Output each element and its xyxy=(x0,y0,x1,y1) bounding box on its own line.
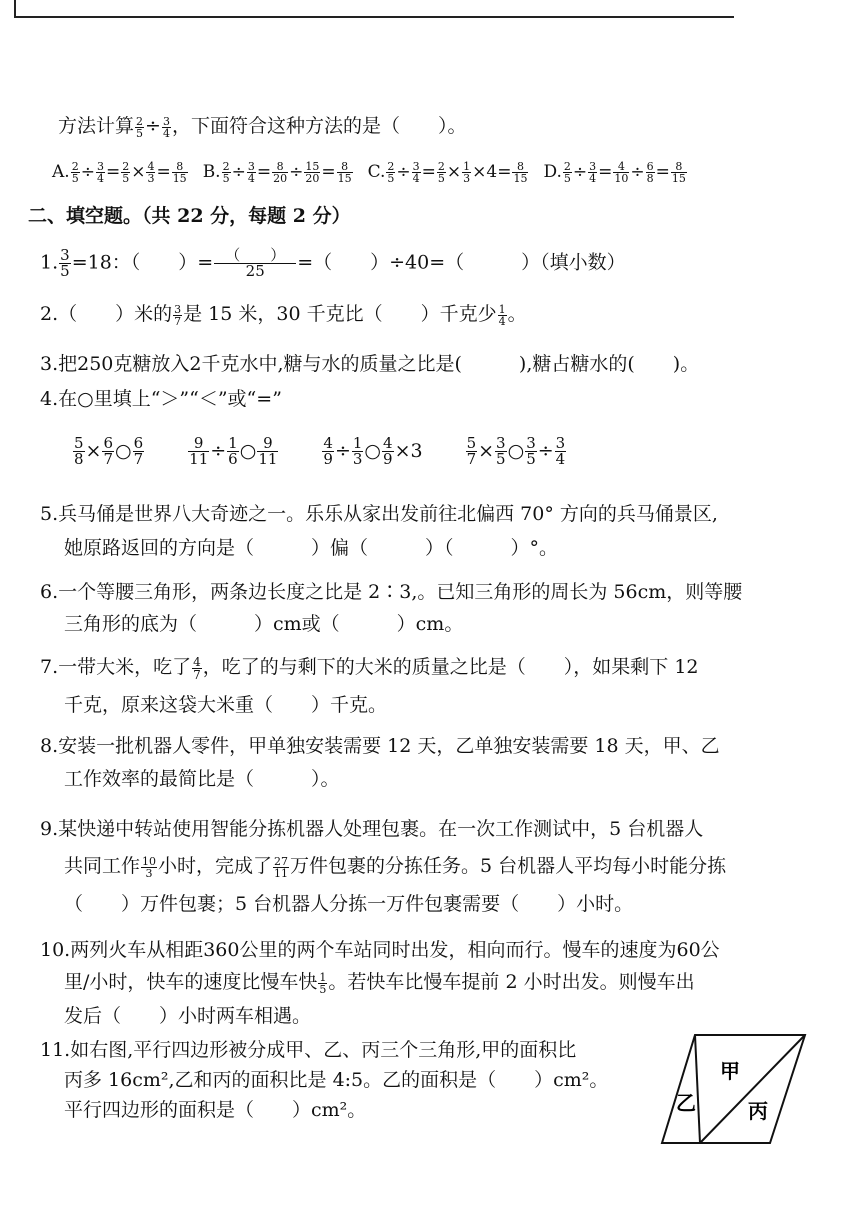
option-b xyxy=(202,160,354,185)
fraction: $\frac{8}{20}$ xyxy=(273,160,288,185)
question-1 xyxy=(40,248,626,279)
operator: × xyxy=(478,439,495,462)
comparison-circle[interactable]: ○ xyxy=(239,439,257,462)
parallelogram-figure xyxy=(660,1030,810,1148)
operator: ÷ xyxy=(80,162,95,182)
operator: = xyxy=(321,162,336,182)
question-number: 1. xyxy=(40,251,59,274)
question-7-line-2: 千克，原来这袋大米重（ ）千克。 xyxy=(64,694,388,716)
fraction: $\frac{3}{4}$ xyxy=(247,160,255,185)
question-7-line-1 xyxy=(40,655,699,681)
comparison-circle[interactable]: ○ xyxy=(364,439,382,462)
operator: ×4= xyxy=(472,162,512,182)
comparison-expression xyxy=(72,434,145,468)
operator: = xyxy=(655,162,670,182)
operator: = xyxy=(256,162,272,182)
fraction: $\frac{10}{3}$ xyxy=(142,854,157,880)
fraction: $\frac{9}{11}$ xyxy=(258,434,278,468)
operator: ÷ xyxy=(630,162,645,182)
question-8-line-1: 8.安装一批机器人零件，甲单独安装需要 12 天，乙单独安装需要 18 天，甲、乙 xyxy=(40,735,720,757)
fraction: $\frac{5}{8}$ xyxy=(74,434,84,468)
fraction: $\frac{2}{5}$ xyxy=(387,160,395,185)
fraction: $\frac{2}{5}$ xyxy=(437,160,445,185)
operator: ÷ xyxy=(572,162,588,182)
fraction: $\frac{3}{5}$ xyxy=(526,434,536,468)
label-bing: 丙 xyxy=(748,1099,768,1123)
fraction: $\frac{3}{5}$ xyxy=(496,434,506,468)
comparison-expression xyxy=(465,434,568,468)
intro-line xyxy=(58,114,466,139)
fraction: $\frac{1}{4}$ xyxy=(498,302,506,328)
fraction: $\frac{3}{4}$ xyxy=(589,160,597,185)
question-text: 是 15 米，30 千克比（ ）千克少 xyxy=(183,303,497,325)
question-text: 。 xyxy=(507,303,527,325)
fraction: $\frac{2}{5}$ xyxy=(71,160,79,185)
option-label: D. xyxy=(543,162,562,182)
operator: = xyxy=(105,162,121,182)
comparison-circle[interactable]: ○ xyxy=(507,439,525,462)
fraction: $\frac{3}{4}$ xyxy=(96,160,104,185)
question-text: 小时，完成了 xyxy=(158,855,273,877)
fraction: $\frac{2}{5}$ xyxy=(222,160,230,185)
operator: ÷ xyxy=(145,115,161,137)
question-text: 里/小时，快车的速度比慢车快 xyxy=(64,971,318,993)
label-yi: 乙 xyxy=(676,1091,696,1115)
option-c xyxy=(367,160,530,185)
comparison-row xyxy=(72,436,609,467)
question-5-line-2: 她原路返回的方向是（ ）偏（ ）（ ）°。 xyxy=(64,537,559,559)
fraction: $\frac{1}{3}$ xyxy=(463,160,471,185)
question-10-line-2 xyxy=(64,970,695,995)
option-label: B. xyxy=(202,162,221,182)
operator: ÷ xyxy=(289,162,304,182)
question-text: 7.一带大米，吃了 xyxy=(40,656,192,678)
operator: ÷ xyxy=(537,439,554,462)
fraction: $\frac{8}{15}$ xyxy=(337,160,352,185)
fraction: $\frac{1}{3}$ xyxy=(352,434,363,468)
option-a xyxy=(52,160,189,185)
fraction: $\frac{3}{4}$ xyxy=(412,160,420,185)
question-2 xyxy=(40,302,527,327)
parallelogram-outline xyxy=(662,1035,805,1143)
operator: = xyxy=(598,162,613,182)
fraction: $\frac{1}{6}$ xyxy=(228,434,238,468)
fraction: $\frac{2}{5}$ xyxy=(563,160,571,185)
question-9-line-3: （ ）万件包裹；5 台机器人分拣一万件包裹需要（ ）小时。 xyxy=(64,893,634,915)
intro-text: ，下面符合这种方法的是（ ）。 xyxy=(171,115,467,137)
fraction: $\frac{6}{8}$ xyxy=(646,160,654,185)
question-6-line-1: 6.一个等腰三角形，两条边长度之比是 2∶3,。已知三角形的周长为 56cm，则等腰 xyxy=(40,581,743,603)
option-d xyxy=(543,160,687,185)
question-9-line-1: 9.某快递中转站使用智能分拣机器人处理包裹。在一次工作测试中，5 台机器人 xyxy=(40,818,704,840)
fraction: $\frac{8}{15}$ xyxy=(513,160,528,185)
question-5-line-1: 5.兵马俑是世界八大奇迹之一。乐乐从家出发前往北偏西 70° 方向的兵马俑景区, xyxy=(40,503,718,525)
label-jia: 甲 xyxy=(720,1059,740,1083)
fraction: $\frac{8}{15}$ xyxy=(172,160,187,185)
fraction: $\frac{9}{11}$ xyxy=(189,434,209,468)
question-6-line-2: 三角形的底为（ ）cm或（ ）cm。 xyxy=(64,613,464,635)
operator: ÷ xyxy=(231,162,246,182)
fraction: $\frac{2}{5}$ xyxy=(122,160,130,185)
option-label: C. xyxy=(367,162,386,182)
fraction: $\frac{3}{4}$ xyxy=(162,114,170,140)
question-9-line-2 xyxy=(64,854,726,879)
divider-line xyxy=(695,1035,700,1143)
question-text: 万件包裹的分拣任务。5 台机器人平均每小时能分拣 xyxy=(290,855,727,877)
operator: ÷ xyxy=(210,439,227,462)
fraction: $\frac{15}{20}$ xyxy=(305,160,320,185)
fraction: $\frac{3}{7}$ xyxy=(174,302,182,328)
question-text: 。若快车比慢车提前 2 小时出发。则慢车出 xyxy=(328,971,695,993)
fraction: $\frac{1}{5}$ xyxy=(319,970,327,996)
question-text: =（ ）÷40=（ ）（填小数） xyxy=(297,251,626,274)
question-11-line-1: 11.如右图,平行四边形被分成甲、乙、丙三个三角形,甲的面积比 xyxy=(40,1039,577,1061)
question-10-line-3: 发后（ ）小时两车相遇。 xyxy=(64,1005,312,1027)
question-3: 3.把250克糖放入2千克水中,糖与水的质量之比是( ),糖占糖水的( )。 xyxy=(40,353,700,375)
comparison-circle[interactable]: ○ xyxy=(115,439,132,462)
question-11-line-2: 丙多 16cm²,乙和丙的面积比是 4:5。乙的面积是（ ）cm²。 xyxy=(64,1069,609,1091)
question-text: 共同工作 xyxy=(64,855,141,877)
blank-fraction: （ ） 25 xyxy=(214,248,296,279)
intro-text: 方法计算 xyxy=(58,115,135,137)
operator: ÷ xyxy=(334,439,351,462)
fraction: $\frac{4}{9}$ xyxy=(323,434,333,468)
question-8-line-2: 工作效率的最简比是（ ）。 xyxy=(64,768,340,790)
fraction: $\frac{6}{7}$ xyxy=(133,434,144,468)
comparison-expression xyxy=(321,434,423,468)
question-text: 2.（ ）米的 xyxy=(40,303,173,325)
fraction: $\frac{6}{7}$ xyxy=(103,434,114,468)
question-11-line-3: 平行四边形的面积是（ ）cm²。 xyxy=(64,1099,367,1121)
fraction: $\frac{4}{10}$ xyxy=(614,160,629,185)
fraction: $\frac{5}{7}$ xyxy=(466,434,477,468)
operator: × xyxy=(131,162,146,182)
choice-options xyxy=(52,160,702,184)
question-10-line-1: 10.两列火车从相距360公里的两个车站同时出发，相向而行。慢车的速度为60公 xyxy=(40,939,720,961)
fraction: $\frac{4}{3}$ xyxy=(147,160,155,185)
question-4: 4.在○里填上“＞”“＜”或“=” xyxy=(40,388,282,410)
fraction: $\frac{8}{15}$ xyxy=(671,160,686,185)
divider-line xyxy=(700,1035,805,1143)
operator: ÷ xyxy=(396,162,411,182)
fraction: $\frac{4}{9}$ xyxy=(383,434,393,468)
fraction: $\frac{3}{5}$ xyxy=(60,246,70,280)
operator: ×3 xyxy=(394,439,423,462)
option-label: A. xyxy=(52,162,70,182)
operator: × xyxy=(446,162,462,182)
fraction: $\frac{2}{5}$ xyxy=(136,114,144,140)
fraction: $\frac{27}{11}$ xyxy=(274,854,289,880)
operator: = xyxy=(421,162,436,182)
top-rule xyxy=(14,16,734,18)
section-title: 二、填空题。（共 22 分，每题 2 分） xyxy=(28,205,351,227)
question-text: =18：（ ）= xyxy=(71,251,214,274)
question-text: ，吃了的与剩下的大米的质量之比是（ ），如果剩下 12 xyxy=(202,656,699,678)
fraction: $\frac{3}{4}$ xyxy=(555,434,566,468)
comparison-expression xyxy=(187,434,279,468)
fraction: $\frac{4}{7}$ xyxy=(193,654,201,682)
operator: × xyxy=(85,439,102,462)
operator: = xyxy=(156,162,171,182)
